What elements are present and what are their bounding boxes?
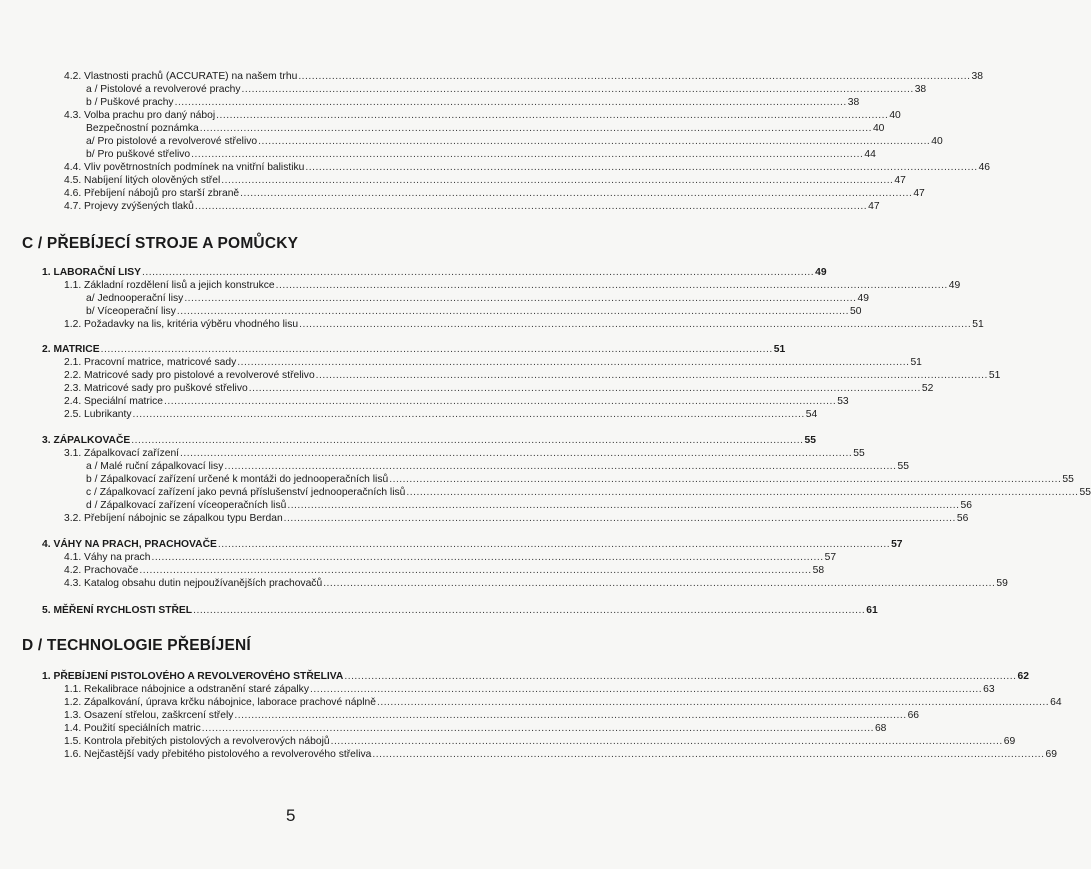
toc-entry-label: 4. VÁHY NA PRACH, PRACHOVAČE [42, 539, 217, 550]
leader-dots: ........................................................................................................................................................................................................ [201, 723, 874, 734]
toc-entry [64, 512, 969, 525]
toc-chapter [42, 434, 816, 447]
toc-entry [64, 683, 995, 696]
toc-entry-page: 64 [1050, 697, 1062, 708]
toc-entry [64, 318, 984, 331]
toc-entry [64, 735, 1016, 748]
toc-entry-page: 59 [996, 578, 1008, 589]
leader-dots: ........................................................................................................................................................................................................ [194, 201, 868, 212]
toc-entry-label: 2.1. Pracovní matrice, matricové sady [64, 357, 237, 368]
leader-dots: ........................................................................................................................................................................................................ [131, 435, 804, 446]
leader-dots: ........................................................................................................................................................................................................ [406, 487, 1079, 498]
toc-entry-page: 40 [931, 136, 943, 147]
leader-dots: ........................................................................................................................................................................................................ [132, 409, 805, 420]
toc-entry-label: 1.2. Požadavky na lis, kritéria výběru vhodného lisu [64, 319, 299, 330]
toc-entry-label: 4.7. Projevy zvýšených tlaků [64, 201, 194, 212]
leader-dots: ........................................................................................................................................................................................................ [283, 513, 956, 524]
page-number: 5 [286, 806, 296, 825]
toc-entry-label: 3. ZÁPALKOVAČE [42, 435, 131, 446]
toc-entry-label: 4.3. Katalog obsahu dutin nejpoužívanějších prachovačů [64, 578, 323, 589]
toc-entry-page: 38 [914, 84, 927, 95]
toc-entry-page: 55 [804, 435, 816, 446]
toc-entry-page: 46 [978, 162, 991, 173]
leader-dots: ........................................................................................................................................................................................................ [221, 175, 894, 186]
toc-entry-label: b / Puškové prachy [86, 97, 174, 108]
toc-entry-page: 56 [960, 500, 972, 511]
toc-entry-label: Bezpečnostní poznámka [86, 123, 199, 134]
toc-entry-label: 1.5. Kontrola přebitých pistolových a revolverových nábojů [64, 736, 330, 747]
leader-dots: ........................................................................................................................................................................................................ [323, 578, 996, 589]
leader-dots: ........................................................................................................................................................................................................ [193, 605, 866, 616]
toc-chapter [42, 538, 903, 551]
toc-entry [64, 709, 920, 722]
toc-entry-label: 2.3. Matricové sady pro puškové střelivo [64, 383, 248, 394]
toc-entry-label: c / Zápalkovací zařízení jako pevná příslušenství jednooperačních lisů [86, 487, 406, 498]
toc-entry-label: 5. MĚŘENÍ RYCHLOSTI STŘEL [42, 605, 193, 616]
toc-entry-label: 4.2. Vlastnosti prachů (ACCURATE) na našem trhu [64, 71, 298, 82]
leader-dots: ........................................................................................................................................................................................................ [224, 461, 897, 472]
toc-entry [64, 200, 880, 213]
toc-entry-label: 1.1. Základní rozdělení lisů a jejich konstrukce [64, 280, 275, 291]
toc-entry-page: 55 [1062, 474, 1074, 485]
toc-entry [64, 447, 865, 460]
toc-entry [64, 696, 1062, 709]
leader-dots: ........................................................................................................................................................................................................ [191, 149, 864, 160]
toc-entry-page: 47 [913, 188, 925, 199]
toc-entry [64, 109, 901, 122]
toc-entry-page: 38 [971, 71, 983, 82]
toc-entry-page: 57 [824, 552, 837, 563]
toc-entry-page: 51 [773, 344, 786, 355]
leader-dots: ........................................................................................................................................................................................................ [305, 162, 978, 173]
toc-entry [64, 161, 991, 174]
toc-entry-page: 49 [948, 280, 961, 291]
toc-entry [64, 369, 1001, 382]
toc-entry [64, 748, 1057, 761]
toc-entry-page: 63 [983, 684, 995, 695]
toc-entry-page: 47 [894, 175, 906, 186]
toc-entry [64, 70, 983, 83]
toc-entry-page: 62 [1017, 671, 1029, 682]
toc-entry [86, 305, 862, 318]
toc-entry [86, 486, 1091, 499]
toc-entry-label: 1.3. Osazení střelou, zaškrcení střely [64, 710, 234, 721]
leader-dots: ........................................................................................................................................................................................................ [309, 684, 983, 695]
leader-dots: ........................................................................................................................................................................................................ [164, 396, 837, 407]
toc-entry-page: 69 [1045, 749, 1057, 760]
toc-entry-page: 57 [891, 539, 903, 550]
toc-entry-label: 2.4. Speciální matrice [64, 396, 164, 407]
leader-dots: ........................................................................................................................................................................................................ [180, 448, 853, 459]
toc-entry-page: 55 [1079, 487, 1091, 498]
leader-dots: ........................................................................................................................................................................................................ [298, 71, 971, 82]
toc-entry-label: b/ Pro puškové střelivo [86, 149, 191, 160]
toc-entry-page: 50 [850, 306, 862, 317]
toc-entry-label: a / Malé ruční zápalkovací lisy [86, 461, 224, 472]
toc-entry [86, 122, 885, 135]
toc-entry-label: 4.1. Váhy na prach [64, 552, 151, 563]
leader-dots: ........................................................................................................................................................................................................ [240, 188, 913, 199]
leader-dots: ........................................................................................................................................................................................................ [237, 357, 910, 368]
section-heading-d: D / TECHNOLOGIE PŘEBÍJENÍ [22, 637, 251, 654]
toc-entry-label: 1.1. Rekalibrace nábojnice a odstranění staré zápalky [64, 684, 309, 695]
toc-entry-page: 68 [874, 723, 887, 734]
toc-entry [64, 722, 887, 735]
toc-entry-page: 40 [889, 110, 901, 121]
section-heading-c: C / PŘEBÍJECÍ STROJE A POMŮCKY [22, 235, 299, 252]
toc-entry [86, 96, 860, 109]
toc-entry-page: 49 [857, 293, 869, 304]
toc-entry-label: 4.5. Nabíjení litých olověných střel [64, 175, 221, 186]
toc-entry-page: 56 [956, 513, 969, 524]
toc-entry-label: 4.4. Vliv povětrnostních podmínek na vnitřní balistiku [64, 162, 305, 173]
leader-dots: ........................................................................................................................................................................................................ [184, 293, 857, 304]
leader-dots: ........................................................................................................................................................................................................ [216, 110, 889, 121]
toc-entry [86, 473, 1074, 486]
toc-entry-page: 55 [897, 461, 909, 472]
toc-entry-label: a/ Jednooperační lisy [86, 293, 184, 304]
toc-entry-label: b / Zápalkovací zařízení určené k montáži do jednooperačních lisů [86, 474, 389, 485]
leader-dots: ........................................................................................................................................................................................................ [372, 749, 1045, 760]
toc-entry [86, 135, 943, 148]
leader-dots: ........................................................................................................................................................................................................ [141, 267, 815, 278]
toc-entry [64, 382, 934, 395]
toc-entry [64, 187, 925, 200]
toc-entry-label: 1.6. Nejčastější vady přebitého pistolového a revolverového střeliva [64, 749, 372, 760]
toc-entry-page: 44 [864, 149, 876, 160]
toc-entry [86, 499, 972, 512]
toc-entry-page: 38 [847, 97, 860, 108]
leader-dots: ........................................................................................................................................................................................................ [376, 697, 1050, 708]
toc-entry [64, 564, 825, 577]
leader-dots: ........................................................................................................................................................................................................ [258, 136, 931, 147]
leader-dots: ........................................................................................................................................................................................................ [174, 97, 847, 108]
leader-dots: ........................................................................................................................................................................................................ [315, 370, 988, 381]
toc-entry [64, 577, 1008, 590]
toc-entry-label: a/ Pro pistolové a revolverové střelivo [86, 136, 258, 147]
leader-dots: ........................................................................................................................................................................................................ [330, 736, 1003, 747]
toc-entry-page: 69 [1003, 736, 1016, 747]
toc-chapter [42, 266, 827, 279]
toc-entry-page: 58 [812, 565, 825, 576]
toc-entry [64, 551, 837, 564]
toc-entry-page: 51 [972, 319, 984, 330]
toc-entry [86, 292, 869, 305]
toc-entry [86, 148, 876, 161]
leader-dots: ........................................................................................................................................................................................................ [344, 671, 1017, 682]
toc-entry-label: 4.3. Volba prachu pro daný náboj [64, 110, 216, 121]
toc-entry-label: 1. LABORAČNÍ LISY [42, 267, 141, 278]
leader-dots: ........................................................................................................................................................................................................ [287, 500, 960, 511]
leader-dots: ........................................................................................................................................................................................................ [199, 123, 872, 134]
leader-dots: ........................................................................................................................................................................................................ [248, 383, 921, 394]
toc-entry-page: 55 [853, 448, 865, 459]
leader-dots: ........................................................................................................................................................................................................ [100, 344, 773, 355]
toc-entry [64, 174, 906, 187]
toc-entry [86, 83, 927, 96]
toc-chapter [42, 604, 878, 617]
leader-dots: ........................................................................................................................................................................................................ [275, 280, 948, 291]
toc-entry-page: 61 [866, 605, 878, 616]
toc-entry [86, 460, 909, 473]
toc-entry-label: 3.2. Přebíjení nábojnic se zápalkou typu Berdan [64, 513, 283, 524]
toc-entry [64, 356, 922, 369]
toc-entry-page: 51 [988, 370, 1001, 381]
toc-entry-label: 2.2. Matricové sady pro pistolové a revolverové střelivo [64, 370, 315, 381]
toc-entry-label: 2.5. Lubrikanty [64, 409, 132, 420]
toc-entry [64, 395, 849, 408]
toc-entry-label: 2. MATRICE [42, 344, 100, 355]
leader-dots: ........................................................................................................................................................................................................ [241, 84, 914, 95]
toc-entry-label: a / Pistolové a revolverové prachy [86, 84, 241, 95]
toc-entry-label: 4.2. Prachovače [64, 565, 139, 576]
leader-dots: ........................................................................................................................................................................................................ [176, 306, 850, 317]
toc-entry-label: 1.4. Použití speciálních matric [64, 723, 201, 734]
leader-dots: ........................................................................................................................................................................................................ [299, 319, 972, 330]
toc-entry-label: b/ Víceoperační lisy [86, 306, 176, 317]
toc-entry-page: 66 [907, 710, 920, 721]
toc-entry-page: 51 [910, 357, 922, 368]
toc-entry-label: d / Zápalkovací zařízení víceoperačních lisů [86, 500, 287, 511]
leader-dots: ........................................................................................................................................................................................................ [151, 552, 824, 563]
leader-dots: ........................................................................................................................................................................................................ [139, 565, 812, 576]
toc-entry-label: 1. PŘEBÍJENÍ PISTOLOVÉHO A REVOLVEROVÉHO STŘELIVA [42, 671, 344, 682]
toc-entry-page: 53 [837, 396, 849, 407]
toc-entry-label: 4.6. Přebíjení nábojů pro starší zbraně [64, 188, 240, 199]
toc-entry-page: 52 [921, 383, 934, 394]
toc-entry-page: 54 [805, 409, 818, 420]
toc-chapter [42, 670, 1029, 683]
toc-entry-label: 1.2. Zápalkování, úprava krčku nábojnice, laborace prachové náplně [64, 697, 376, 708]
toc-entry-page: 47 [868, 201, 880, 212]
toc-entry-page: 40 [872, 123, 885, 134]
toc-entry [64, 279, 961, 292]
toc-entry-page: 49 [815, 267, 827, 278]
leader-dots: ........................................................................................................................................................................................................ [234, 710, 907, 721]
leader-dots: ........................................................................................................................................................................................................ [217, 539, 891, 550]
toc-chapter [42, 343, 786, 356]
toc-entry [64, 408, 818, 421]
toc-entry-label: 3.1. Zápalkovací zařízení [64, 448, 180, 459]
leader-dots: ........................................................................................................................................................................................................ [389, 474, 1062, 485]
